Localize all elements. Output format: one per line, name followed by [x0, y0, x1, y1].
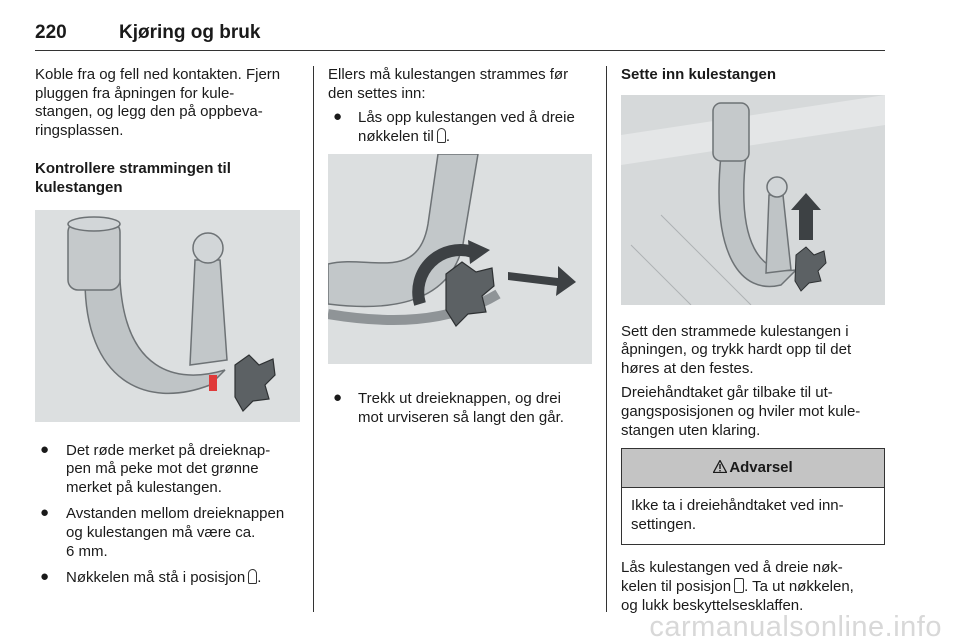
- column-divider-2: [606, 66, 607, 612]
- warning-triangle-icon: [713, 460, 727, 473]
- key-locked-icon: [734, 578, 744, 593]
- col3-para2: Dreiehåndtaket går tilbake til ut- gangsposisjonen og hviler mot kule- stangen uten klaring.: [621, 384, 861, 439]
- col1-bullet-2: ● Avstanden mellom dreieknappen og kulestangen må være ca. 6 mm.: [40, 504, 285, 560]
- col3-heading: Sette inn kulestangen: [621, 66, 777, 83]
- figure-insert-towbar: [621, 95, 885, 305]
- col2-intro: Ellers må kulestangen strammes før den settes inn:: [328, 66, 569, 102]
- col3-para1: Sett den strammede kulestangen i åpningen, og trykk hardt opp til det høres at den festes.: [621, 322, 852, 377]
- col1-bullet-3: ● Nøkkelen må stå i posisjon .: [40, 568, 262, 587]
- col1-bullet-1: ● Det røde merket på dreieknap- pen må peke mot det grønne merket på kulestangen.: [40, 440, 271, 496]
- col2-bullet-1: ● Lås opp kulestangen ved å dreie nøkkelen til .: [333, 108, 575, 145]
- page-header: [35, 20, 885, 51]
- key-unlocked-icon: [248, 569, 257, 584]
- key-unlocked-icon: [437, 128, 446, 143]
- warning-title: Advarsel: [729, 459, 793, 477]
- col1-intro: Koble fra og fell ned kontakten. Fjern pluggen fra åpningen for kule- stangen, og legg den på oppbeva- ringsplassen.: [35, 66, 281, 139]
- col2-bullet-2: ● Trekk ut dreieknappen, og drei mot urviseren så langt den går.: [333, 389, 564, 426]
- column-1: [35, 66, 300, 596]
- figure-turn-knob: [328, 154, 592, 364]
- column-2: [328, 66, 592, 436]
- col1-heading: Kontrollere strammingen til kulestangen: [35, 160, 231, 196]
- chapter-title: Kjøring og bruk: [119, 22, 261, 43]
- warning-header: [622, 449, 884, 488]
- column-3: [621, 66, 885, 625]
- figure-towbar-tension-check: [35, 210, 300, 422]
- column-divider-1: [313, 66, 314, 612]
- watermark: carmanualsonline.info: [649, 611, 942, 643]
- warning-text: Ikke ta i dreiehåndtaket ved inn- settingen.: [631, 497, 844, 533]
- warning-box: [621, 448, 885, 545]
- page-number: 220: [35, 22, 67, 43]
- col3-para3: Lås kulestangen ved å dreie nøk- kelen til posisjon . Ta ut nøkkelen, og lukk beskyttelsesklaffen.: [621, 559, 854, 614]
